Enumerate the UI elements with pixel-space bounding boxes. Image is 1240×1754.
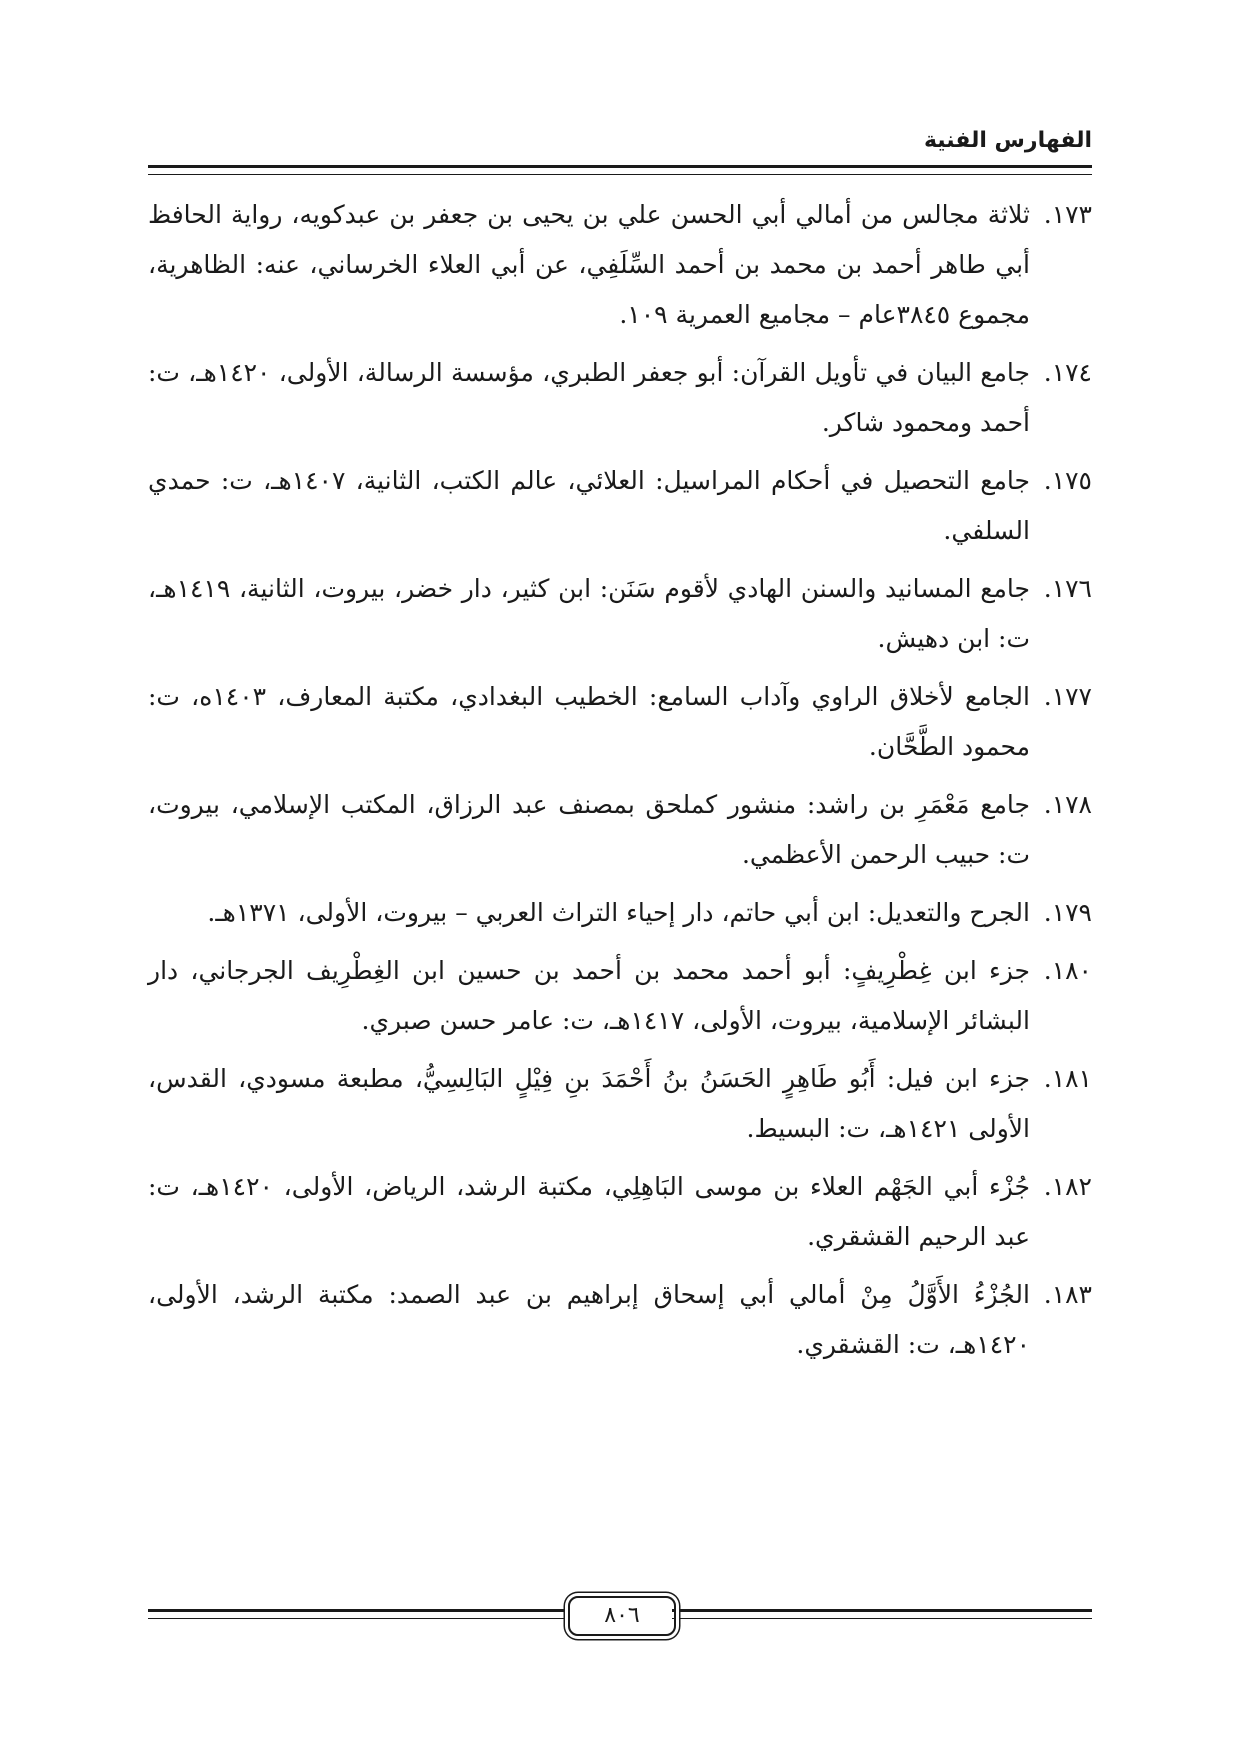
entry-text: ثلاثة مجالس من أمالي أبي الحسن علي بن يحيى بن جعفر بن عبدكويه، رواية الحافظ أبي طاهر أحمد بن محمد بن أحمد السِّلَفِي، عن أبي العلاء الخرساني، عنه: الظاهرية، مجموع ٣٨٤٥عام – مجاميع العمرية ١٠٩. (148, 200, 1030, 329)
entry-text: جامع مَعْمَرِ بن راشد: منشور كملحق بمصنف عبد الرزاق، المكتب الإسلامي، بيروت، ت: حبيب الرحمن الأعظمي. (148, 790, 1030, 869)
bibliography-entry (148, 456, 1092, 556)
entry-text: الجُزْءُ الأَوَّلُ مِنْ أمالي أبي إسحاق إبراهيم بن عبد الصمد: مكتبة الرشد، الأولى، ١٤٢٠هـ، ت: القشقري. (148, 1280, 1030, 1359)
bibliography-entry (148, 190, 1092, 340)
entry-text: الجامع لأخلاق الراوي وآداب السامع: الخطيب البغدادي، مكتبة المعارف، ١٤٠٣ه، ت: محمود الطَّحَّان. (148, 682, 1030, 761)
entry-number: ١٧٤. (1043, 358, 1092, 387)
page-number: ٨٠٦ (568, 1596, 676, 1636)
entry-text: جزء ابن فيل: أَبُو طَاهِرٍ الحَسَنُ بنُ أَحْمَدَ بنِ فِيْلٍ البَالِسِيُّ، مطبعة مسودي، القدس، الأولى ١٤٢١هـ، ت: البسيط. (148, 1064, 1030, 1143)
entry-text: جزء ابن غِطْرِيفٍ: أبو أحمد محمد بن أحمد بن حسين ابن الغِطْرِيف الجرجاني، دار البشائر الإسلامية، بيروت، الأولى، ١٤١٧هـ، ت: عامر حسن صبري. (148, 956, 1030, 1035)
entry-number: ١٨٠. (1043, 956, 1092, 985)
entry-number: ١٧٣. (1043, 200, 1092, 229)
bibliography-entry (148, 348, 1092, 448)
footer-rule-left (148, 1609, 568, 1619)
bibliography-list (148, 190, 1092, 1378)
entry-number: ١٧٦. (1043, 574, 1092, 603)
entry-number: ١٨١. (1043, 1064, 1092, 1093)
entry-text: جامع التحصيل في أحكام المراسيل: العلائي، عالم الكتب، الثانية، ١٤٠٧هـ، ت: حمدي السلفي. (148, 466, 1030, 545)
bibliography-entry (148, 1054, 1092, 1154)
entry-text: جامع البيان في تأويل القرآن: أبو جعفر الطبري، مؤسسة الرسالة، الأولى، ١٤٢٠هـ، ت: أحمد ومحمود شاكر. (148, 358, 1030, 437)
entry-text: الجرح والتعديل: ابن أبي حاتم، دار إحياء التراث العربي – بيروت، الأولى، ١٣٧١هـ. (207, 898, 1030, 927)
entry-text: جُزْء أبي الجَهْم العلاء بن موسى البَاهِلِي، مكتبة الرشد، الرياض، الأولى، ١٤٢٠هـ، ت: عبد الرحيم القشقري. (148, 1172, 1031, 1251)
bibliography-entry (148, 780, 1092, 880)
bibliography-entry (148, 1162, 1092, 1262)
entry-number: ١٨٢. (1043, 1172, 1092, 1201)
running-header: الفهارس الفنية (923, 128, 1092, 153)
bibliography-entry (148, 564, 1092, 664)
header-double-rule (148, 165, 1092, 175)
footer-rule-right (672, 1609, 1092, 1619)
entry-number: ١٧٧. (1043, 682, 1092, 711)
bibliography-entry (148, 672, 1092, 772)
entry-number: ١٨٣. (1043, 1280, 1092, 1309)
entry-number: ١٧٩. (1043, 898, 1092, 927)
bibliography-entry (148, 888, 1092, 938)
entry-number: ١٧٨. (1043, 790, 1092, 819)
bibliography-entry (148, 946, 1092, 1046)
entry-number: ١٧٥. (1043, 466, 1092, 495)
bibliography-entry (148, 1270, 1092, 1370)
entry-text: جامع المسانيد والسنن الهادي لأقوم سَنَن: ابن كثير، دار خضر، بيروت، الثانية، ١٤١٩هـ، ت: ابن دهيش. (148, 574, 1030, 653)
